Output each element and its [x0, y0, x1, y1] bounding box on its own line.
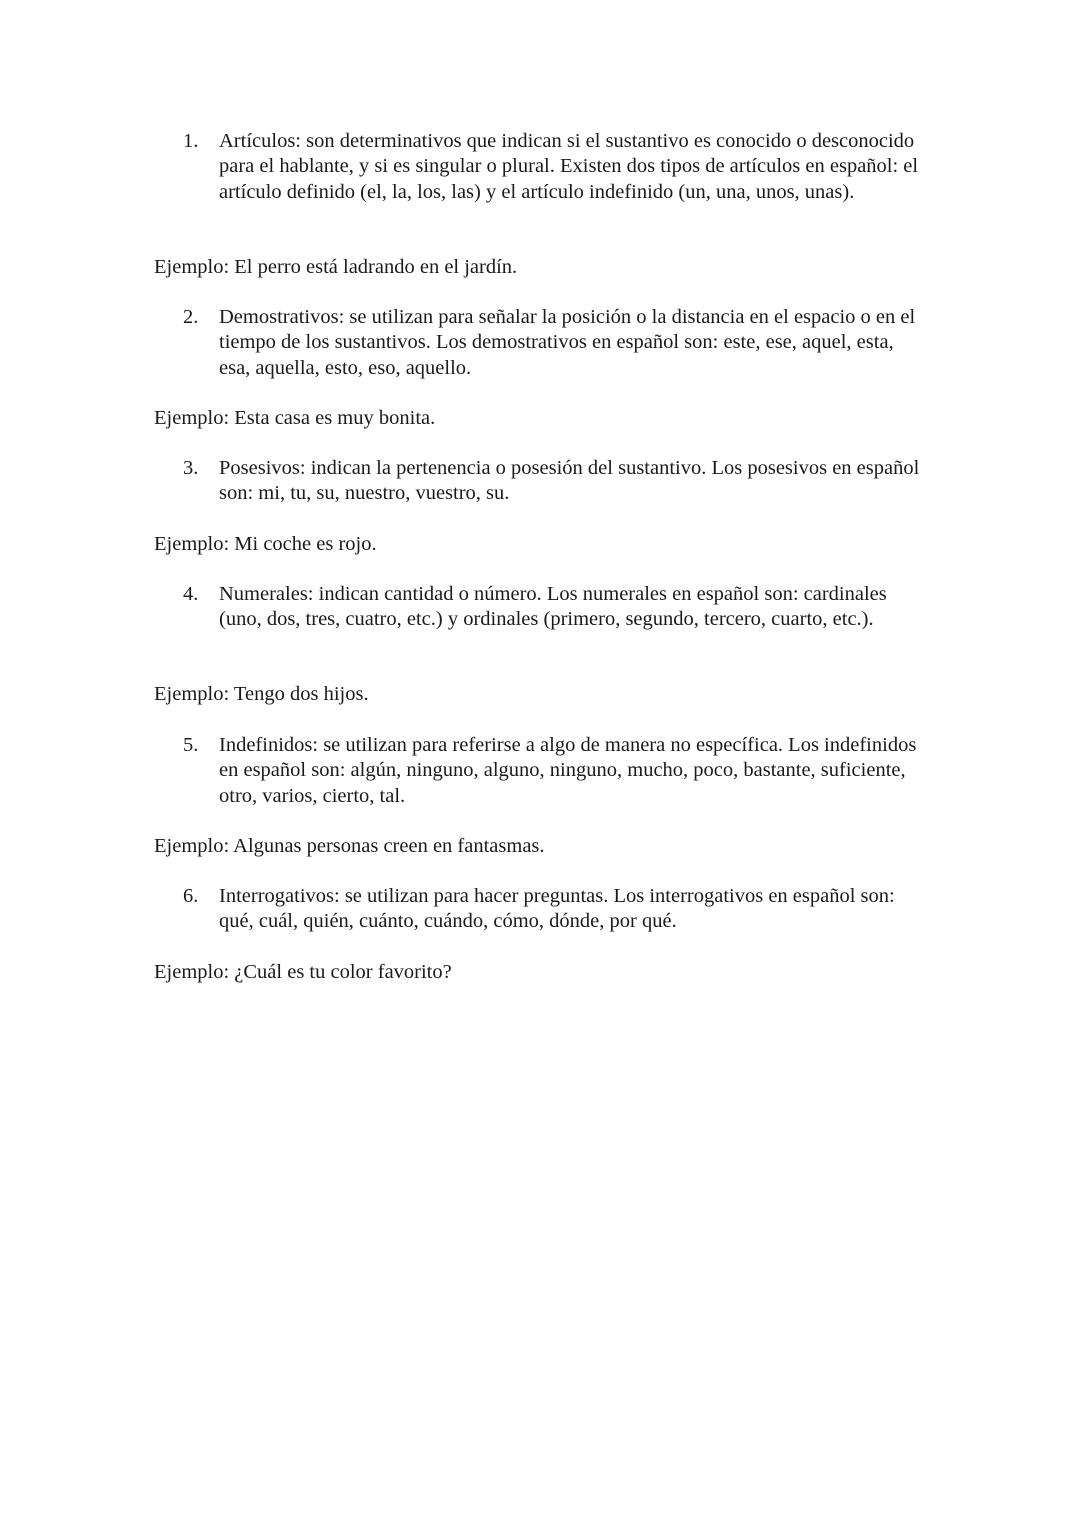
- list-item-indefinidos: [183, 733, 923, 809]
- list-item-interrogativos: [183, 884, 923, 935]
- example-indefinidos: Ejemplo: Algunas personas creen en fantasmas.: [154, 835, 545, 857]
- list-item-demostrativos: [183, 305, 923, 381]
- list-number: 1.: [183, 130, 199, 152]
- list-item-posesivos: [183, 456, 923, 507]
- list-item-text: Demostrativos: se utilizan para señalar la posición o la distancia en el espacio o en el tiempo de los sustantivos. Los demostrativos en español son: este, ese, aquel, esta, esa, aquella, esto, eso, aquello.: [219, 306, 916, 379]
- list-number: 6.: [183, 885, 199, 907]
- example-articulos: Ejemplo: El perro está ladrando en el jardín.: [154, 256, 518, 278]
- list-number: 5.: [183, 734, 199, 756]
- example-posesivos: Ejemplo: Mi coche es rojo.: [154, 533, 377, 555]
- example-numerales: Ejemplo: Tengo dos hijos.: [154, 683, 369, 705]
- list-item-text: Posesivos: indican la pertenencia o posesión del sustantivo. Los posesivos en español son: mi, tu, su, nuestro, vuestro, su.: [219, 457, 920, 505]
- list-item-articulos: [183, 129, 923, 205]
- example-interrogativos: Ejemplo: ¿Cuál es tu color favorito?: [154, 961, 452, 983]
- list-item-text: Indefinidos: se utilizan para referirse a algo de manera no específica. Los indefinidos en español son: algún, ninguno, alguno, ninguno, mucho, poco, bastante, suficiente, otro, varios, cierto, tal.: [219, 734, 917, 807]
- list-item-text: Numerales: indican cantidad o número. Los numerales en español son: cardinales (uno, dos, tres, cuatro, etc.) y ordinales (primero, segundo, tercero, cuarto, etc.).: [219, 583, 887, 631]
- list-item-text: Artículos: son determinativos que indican si el sustantivo es conocido o desconocido para el hablante, y si es singular o plural. Existen dos tipos de artículos en español: el artículo definido (el, la, los, las) y el artículo indefinido (un, una, unos, unas).: [219, 130, 919, 203]
- list-item-numerales: [183, 582, 923, 633]
- example-demostrativos: Ejemplo: Esta casa es muy bonita.: [154, 407, 436, 429]
- list-number: 3.: [183, 457, 199, 479]
- list-item-text: Interrogativos: se utilizan para hacer preguntas. Los interrogativos en español son: qué, cuál, quién, cuánto, cuándo, cómo, dónde, por qué.: [219, 885, 895, 933]
- list-number: 4.: [183, 583, 199, 605]
- list-number: 2.: [183, 306, 199, 328]
